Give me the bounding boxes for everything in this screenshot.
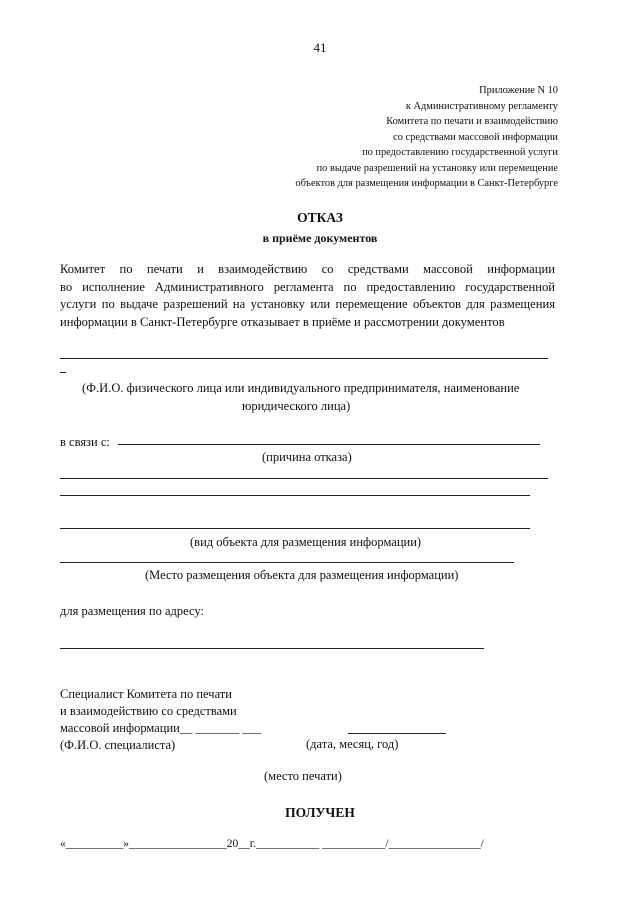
- body-line: информации в Санкт-Петербурге отказывает в приёме и рассмотрении документов: [60, 314, 505, 329]
- appendix-line: Комитета по печати и взаимодействию: [386, 116, 558, 127]
- specialist-name-caption: (Ф.И.О. специалиста): [60, 738, 176, 752]
- page-number: 41: [313, 40, 327, 55]
- signature-line: и взаимодействию со средствами: [60, 704, 237, 718]
- reason-field-line-3[interactable]: [60, 495, 530, 496]
- date-caption: (дата, месяц, год): [306, 737, 399, 751]
- received-line[interactable]: «__________»_________________20__г.___________ ___________/________________/: [60, 838, 484, 850]
- object-type-field-line[interactable]: [60, 528, 530, 529]
- applicant-caption-line1: (Ф.И.О. физического лица или индивидуального предпринимателя, наименование: [82, 381, 520, 395]
- appendix-line: Приложение N 10: [479, 85, 558, 96]
- appendix-line: к Административному регламенту: [405, 100, 558, 112]
- reason-caption: (причина отказа): [262, 450, 352, 464]
- body-paragraph: [60, 261, 555, 331]
- placement-field-line[interactable]: [60, 562, 514, 563]
- applicant-field-line[interactable]: [60, 358, 548, 359]
- reason-label: в связи с:: [60, 435, 110, 449]
- placement-caption: (Место размещения объекта для размещения информации): [145, 568, 459, 582]
- signature-line: Специалист Комитета по печати: [60, 687, 232, 701]
- date-field-line[interactable]: [348, 733, 446, 734]
- body-line: услуги по выдаче разрешений на установку или перемещение объектов для размещения: [60, 297, 555, 311]
- applicant-field-line-tail: [60, 372, 66, 373]
- reason-field-line-2[interactable]: [60, 478, 548, 479]
- applicant-caption-line2: юридического лица): [242, 399, 351, 413]
- object-type-caption: (вид объекта для размещения информации): [190, 535, 422, 549]
- appendix-line: со средствами массовой информации: [393, 131, 558, 143]
- document-subtitle: в приёме документов: [262, 231, 378, 245]
- appendix-line: по выдаче разрешений на установку или перемещение: [316, 162, 558, 174]
- address-label: для размещения по адресу:: [60, 604, 204, 618]
- reason-field-line[interactable]: [118, 444, 540, 445]
- appendix-line: по предоставлению государственной услуги: [362, 147, 558, 158]
- appendix-block: [295, 83, 558, 192]
- body-line: во исполнение Административного регламента по предоставлению государственной: [60, 279, 555, 294]
- received-title: ПОЛУЧЕН: [285, 805, 355, 820]
- stamp-caption: (место печати): [264, 769, 342, 783]
- signature-line: массовой информации__ _______ ___: [60, 721, 262, 735]
- body-line: Комитет по печати и взаимодействию со средствами массовой информации: [60, 262, 555, 276]
- appendix-line: объектов для размещения информации в Санкт-Петербурге: [295, 178, 558, 189]
- document-title: ОТКАЗ: [297, 210, 343, 225]
- address-field-line[interactable]: [60, 648, 484, 649]
- signature-block: [60, 686, 261, 754]
